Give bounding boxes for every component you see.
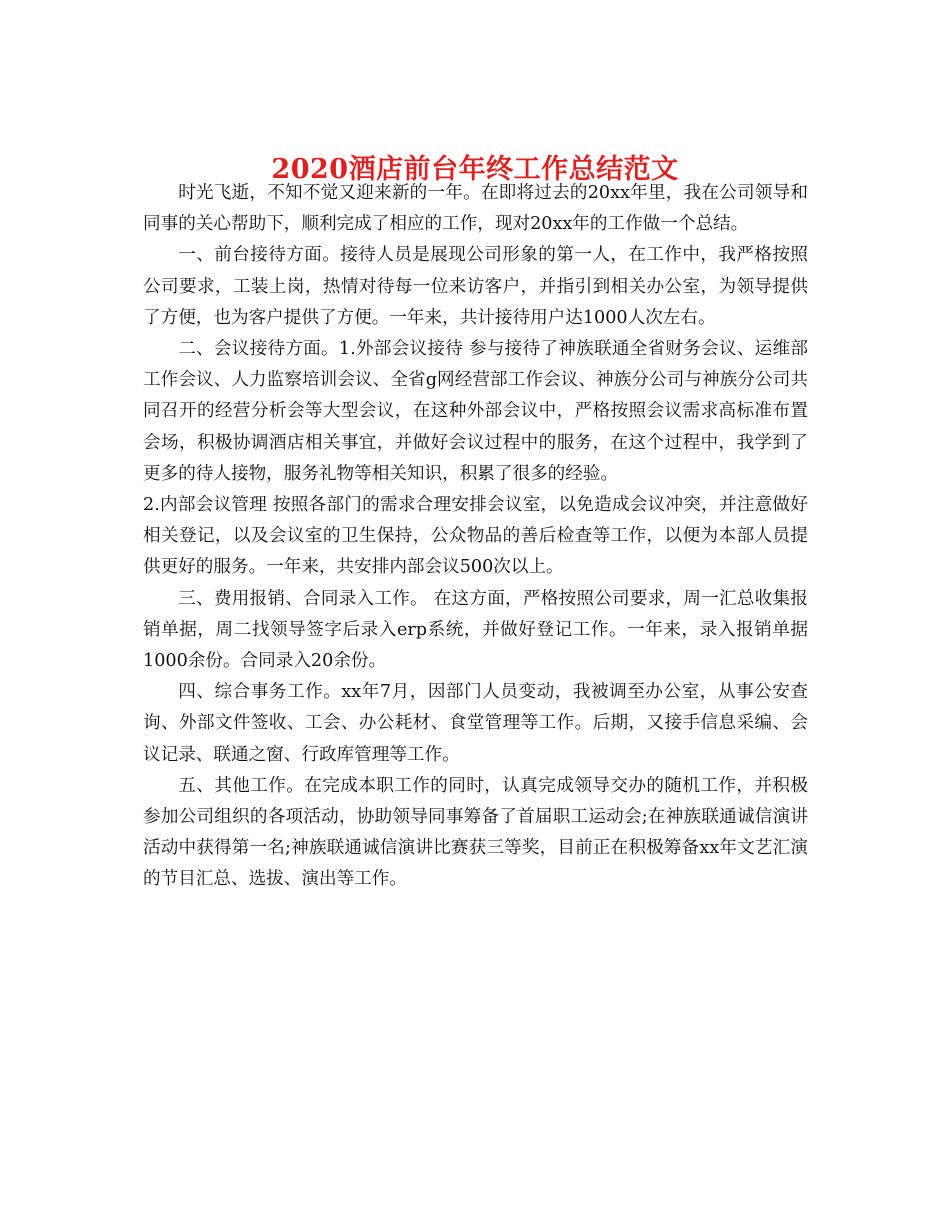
paragraph-internal-meetings: 2.内部会议管理 按照各部门的需求合理安排会议室，以免造成会议冲突，并注意做好相关登记，以及会议室的卫生保持，公众物品的善后检查等工作，以便为本部人员提供更好的服务。一年来，共安排内部会议500次以上。 xyxy=(143,495,808,578)
paragraph-meeting-reception: 二、会议接待方面。1.外部会议接待 参与接待了神族联通全省财务会议、运维部工作会议、人力监察培训会议、全省g网经营部工作会议、神族分公司与神族分公司共同召开的经营分析会等大型会议，在这种外部会议中，严格按照会议需求高标准布置会场，积极协调酒店相关事宜，并做好会议过程中的服务，在这个过程中，我学到了更多的待人接物，服务礼物等相关知识，积累了很多的经验。 xyxy=(143,339,808,484)
paragraph-front-desk: 一、前台接待方面。接待人员是展现公司形象的第一人，在工作中，我严格按照公司要求，工装上岗，热情对待每一位来访客户，并指引到相关办公室，为领导提供了方便，也为客户提供了方便。一年来，共计接待用户达1000人次左右。 xyxy=(143,245,808,328)
paragraph-other-work: 五、其他工作。在完成本职工作的同时，认真完成领导交办的随机工作，并积极参加公司组织的各项活动，协助领导同事筹备了首届职工运动会;在神族联通诚信演讲活动中获得第一名;神族联通诚信演讲比赛获三等奖，目前正在积极筹备xx年文艺汇演的节目汇总、选拔、演出等工作。 xyxy=(143,775,808,890)
paragraph-general-affairs: 四、综合事务工作。xx年7月，因部门人员变动，我被调至办公室，从事公安查询、外部文件签收、工会、办公耗材、食堂管理等工作。后期，又接手信息采编、会议记录、联通之窗、行政库管理等工作。 xyxy=(143,682,808,765)
document-title: 2020酒店前台年终工作总结范文 xyxy=(271,154,679,186)
document-body xyxy=(143,178,808,896)
paragraph-expenses: 三、费用报销、合同录入工作。 在这方面，严格按照公司要求，周一汇总收集报销单据，周二找领导签字后录入erp系统，并做好登记工作。一年来，录入报销单据1000余份。合同录入20余份。 xyxy=(143,588,808,672)
paragraph-intro: 时光飞逝，不知不觉又迎来新的一年。在即将过去的20xx年里，我在公司领导和同事的关心帮助下，顺利完成了相应的工作，现对20xx年的工作做一个总结。 xyxy=(143,183,808,235)
